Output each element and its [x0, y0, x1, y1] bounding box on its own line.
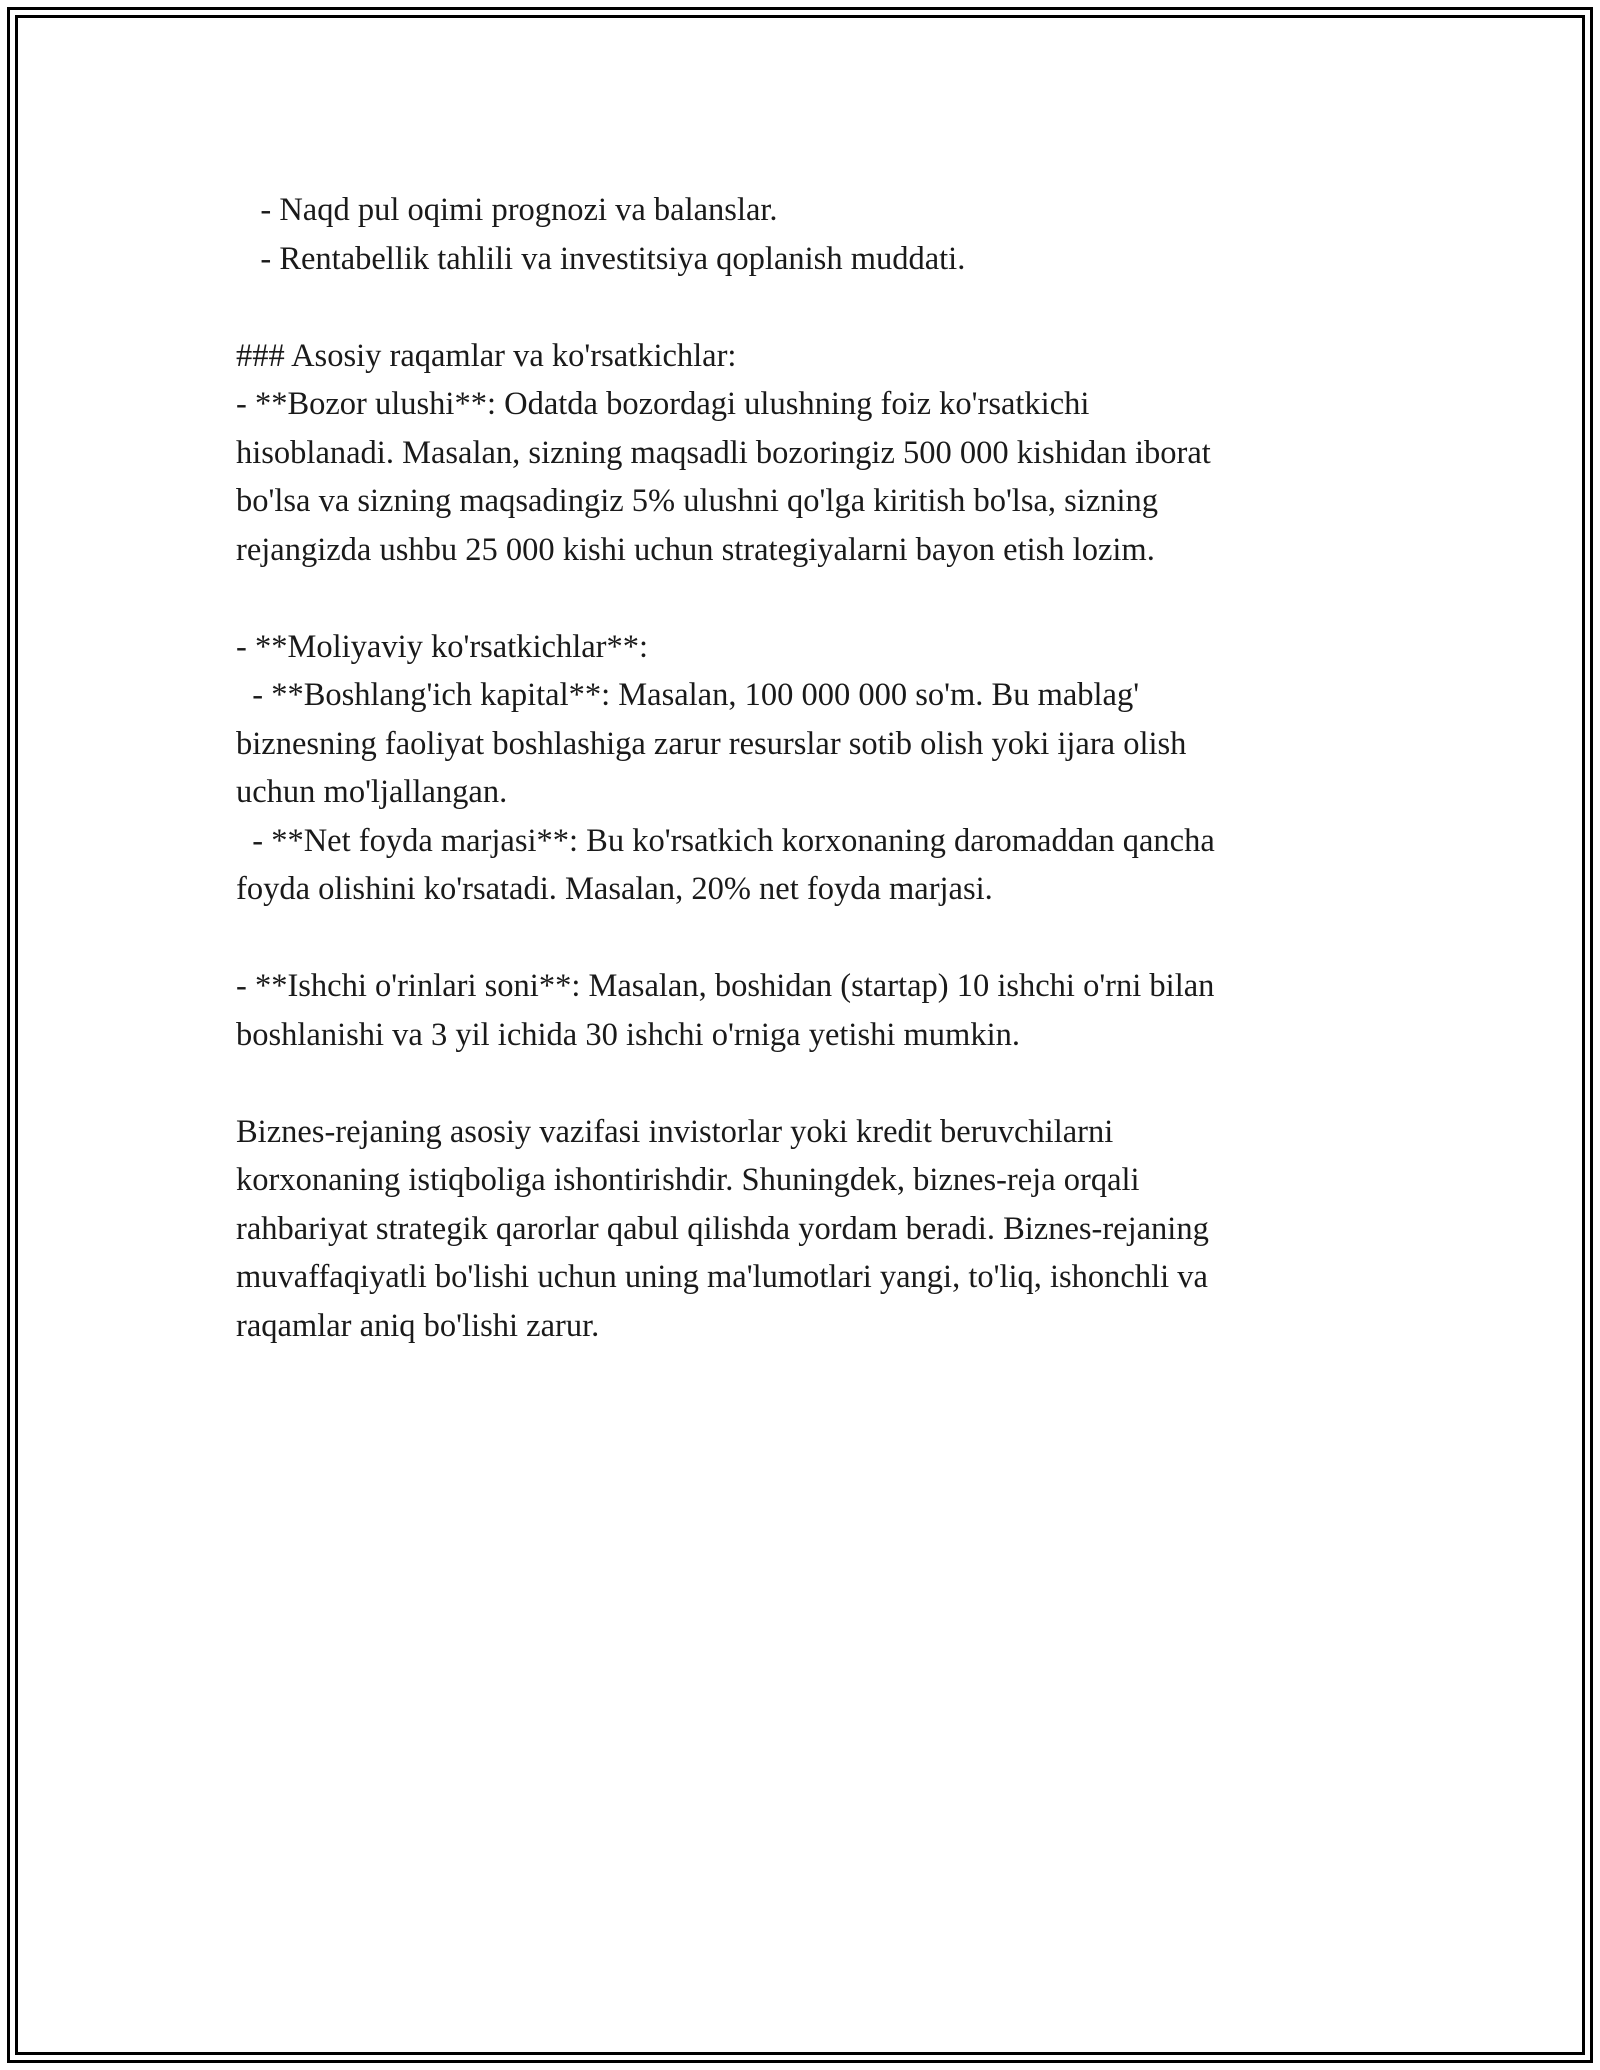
text-line: - **Moliyaviy ko'rsatkichlar**: [236, 628, 649, 665]
text-line: boshlanishi va 3 yil ichida 30 ishchi o'rniga yetishi mumkin. [236, 1016, 1020, 1053]
text-line: foyda olishini ko'rsatadi. Masalan, 20% net foyda marjasi. [236, 871, 993, 907]
document-body [236, 186, 1366, 1350]
text-line: biznesning faoliyat boshlashiga zarur resurslar sotib olish yoki ijara olish [236, 725, 1187, 762]
blank-line [236, 1059, 1366, 1108]
text-line: raqamlar aniq bo'lishi zarur. [236, 1307, 600, 1344]
text-line: korxonaning istiqboliga ishontirishdir. Shuningdek, biznes-reja orqali [236, 1162, 1140, 1198]
text-line: - **Boshlang'ich kapital**: Masalan, 100 000 000 so'm. Bu mablag' [236, 677, 1140, 713]
text-line: - **Net foyda marjasi**: Bu ko'rsatkich korxonaning daromaddan qancha [236, 822, 1215, 859]
text-line: hisoblanadi. Masalan, sizning maqsadli bozoringiz 500 000 kishidan iborat [236, 434, 1211, 471]
text-line: rahbariyat strategik qarorlar qabul qilishda yordam beradi. Biznes-rejaning [236, 1210, 1209, 1247]
blank-line [236, 914, 1366, 963]
text-line: bo'lsa va sizning maqsadingiz 5% ulushni qo'lga kiritish bo'lsa, sizning [236, 483, 1159, 519]
text-line: - Naqd pul oqimi prognozi va balanslar. [236, 192, 778, 228]
section-heading: ### Asosiy raqamlar va ko'rsatkichlar: [236, 337, 737, 374]
text-line: uchun mo'ljallangan. [236, 774, 508, 810]
text-line: - **Ishchi o'rinlari soni**: Masalan, boshidan (startap) 10 ishchi o'rni bilan [236, 968, 1215, 1004]
text-line: muvaffaqiyatli bo'lishi uchun uning ma'lumotlari yangi, to'liq, ishonchli va [236, 1259, 1208, 1295]
text-line: - **Bozor ulushi**: Odatda bozordagi ulushning foiz ko'rsatkichi [236, 386, 1090, 422]
text-line: - Rentabellik tahlili va investitsiya qoplanish muddati. [236, 240, 966, 277]
blank-line [236, 574, 1366, 623]
text-line: rejangizda ushbu 25 000 kishi uchun strategiyalarni bayon etish lozim. [236, 531, 1155, 568]
text-line: Biznes-rejaning asosiy vazifasi invistorlar yoki kredit beruvchilarni [236, 1113, 1114, 1150]
blank-line [236, 283, 1366, 332]
